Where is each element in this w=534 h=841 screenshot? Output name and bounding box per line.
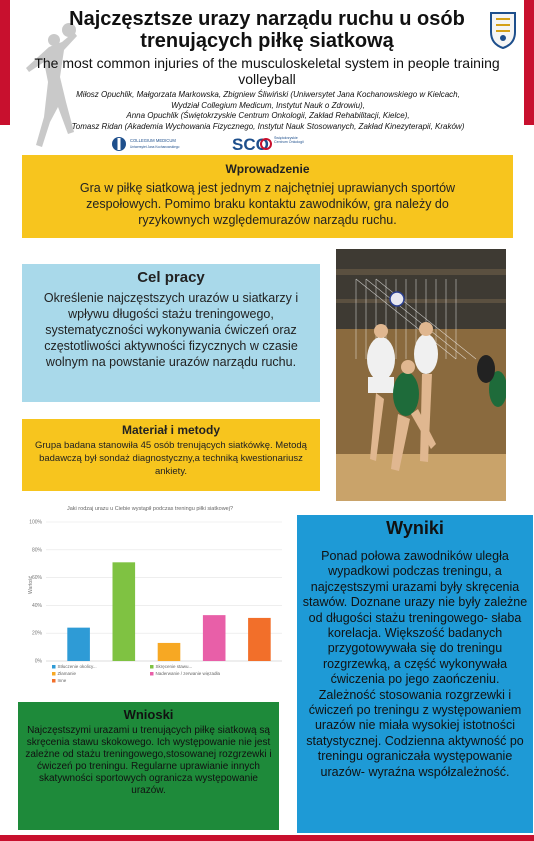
- injury-type-bar-chart: [20, 498, 290, 698]
- chart-y-tick-label: 20%: [31, 630, 42, 637]
- red-corner-left: [0, 0, 10, 125]
- chart-legend-label: Złamanie: [57, 671, 77, 676]
- chart-y-tick-label: 100%: [29, 519, 42, 526]
- chart-bar: [67, 628, 90, 661]
- author-line: Anna Opuchlik (Świętokrzyskie Centrum Onkologii, Zakład Rehabilitacji, Kielce),: [126, 111, 410, 120]
- conclusions-heading: Wnioski: [123, 707, 174, 722]
- chart-bar: [158, 643, 181, 661]
- aim-text: Określenie najczęstszych urazów u siatkarzy i wpływu długości stażu treningowego, systematyczności wykonywania ćwiczeń oraz częstotliwości aktywności fizycznych w czasie wolnym na powstanie urazów narządu ruchu.: [43, 291, 299, 369]
- chart-legend-swatch: [52, 672, 56, 676]
- chart-y-tick-label: 40%: [31, 602, 42, 609]
- chart-y-tick-label: 0%: [34, 658, 42, 665]
- results-heading: Wyniki: [386, 518, 444, 538]
- methods-text: Grupa badana stanowiła 45 osób trenujących siatkówkę. Metodą badawczą był sondaż diagnostyczny,a techniką kwestionariusz ankiety.: [35, 440, 307, 477]
- chart-title: Jaki rodzaj urazu u Ciebie wystąpił podczas treningu piłki siatkowej?: [67, 506, 233, 512]
- logo1-subtext: Uniwersytet Jana Kochanowskiego: [130, 145, 180, 149]
- methods-heading: Materiał i metody: [121, 423, 221, 437]
- authors-block: [18, 90, 518, 132]
- chart-y-tick-label: 60%: [31, 575, 42, 582]
- collegium-medicum-logo: [112, 133, 200, 155]
- chart-legend-label: Skręcenie stawu...: [155, 664, 193, 669]
- author-line: Miłosz Opuchlik, Małgorzata Markowska, Zbigniew Śliwiński (Uniwersytet Jana Kochanowskiego w Kielcach,: [76, 90, 460, 99]
- chart-y-tick-label: 80%: [31, 547, 42, 554]
- intro-text: Gra w piłkę siatkową jest jednym z najchętniej uprawianych sportów zespołowych. Pomimo braku kontaktu zawodników, gra należy do ryzykownych względemurazów narządu ruchu.: [79, 181, 456, 227]
- author-line: Wydział Collegium Medicum, Instytut Nauk o Zdrowiu),: [171, 100, 365, 110]
- intro-section: [22, 155, 513, 238]
- poster-title: Najczęsztsze urazy narządu ruchu u osób trenujących piłkę siatkową: [69, 8, 465, 52]
- red-bottom-strip: [0, 835, 534, 841]
- logo2-text: SCO: [232, 135, 269, 154]
- chart-legend-label: Naderwanie / zerwanie więzadła: [155, 671, 221, 676]
- chart-legend-swatch: [52, 665, 56, 669]
- chart-legend-swatch: [52, 679, 56, 683]
- conclusions-text: Najczęstszymi urazami u trenujących piłkę siatkową są skręcenia stawu skokowego. Ich występowanie nie jest zależne od stażu treningowego,stosowanej rozgrzewki i ćwiczeń po treningu. Regularne uprawianie innych skatywności sportowych ogranicza występowanie urazów.: [25, 725, 272, 796]
- author-line: Tomasz Ridan (Akademia Wychowania Fizycznego, Instytut Nauk Stosowanych, Zakład Kinezyterapii, Kraków): [71, 121, 465, 131]
- chart-bar: [248, 618, 271, 661]
- results-section: [297, 515, 533, 833]
- aim-heading: Cel pracy: [137, 269, 205, 286]
- results-text: Ponad połowa zawodników uległa wypadkowi podczas treningu, a najczęstszymi urazami były skręcenia stawów. Doznane urazy nie były zależne od długości stażu treningowego- słaba korelacja. Większość badanych przygotowywała się do treningu rozgrzewką, a część wykonywała ćwiczenia po jego zaończeniu. Zależność stosowania rozgrzewki i ćwiczeń po treningu z występowaniem urazów nie miała wysokiej istotności statystycznej. Codzienna aktywność po treningu ograniczała występowanie urazów- wyraźna współzależność.: [302, 549, 528, 779]
- sco-logo: [232, 133, 312, 155]
- methods-section: [22, 419, 320, 491]
- logo2-subtext: Świętokrzyskie Centrum Onkologii: [274, 136, 304, 145]
- chart-bar: [113, 562, 136, 661]
- volleyball-photo: [336, 249, 506, 501]
- chart-legend-swatch: [150, 672, 154, 676]
- chart-y-axis-label: Wartość: [28, 575, 34, 594]
- poster-subtitle: The most common injuries of the musculoskeletal system in people training volleyball: [34, 55, 500, 87]
- chart-legend-swatch: [150, 665, 154, 669]
- aim-section: [22, 264, 320, 402]
- logo1-text: COLLEGIUM MEDICUM: [130, 138, 176, 143]
- red-corner-right: [524, 0, 534, 125]
- chart-legend-label: Inne: [57, 678, 67, 683]
- chart-bar: [203, 615, 226, 661]
- chart-legend-label: Stłuczenie okolicy...: [57, 664, 97, 669]
- intro-heading: Wprowadzenie: [225, 162, 310, 176]
- conclusions-section: [18, 702, 279, 830]
